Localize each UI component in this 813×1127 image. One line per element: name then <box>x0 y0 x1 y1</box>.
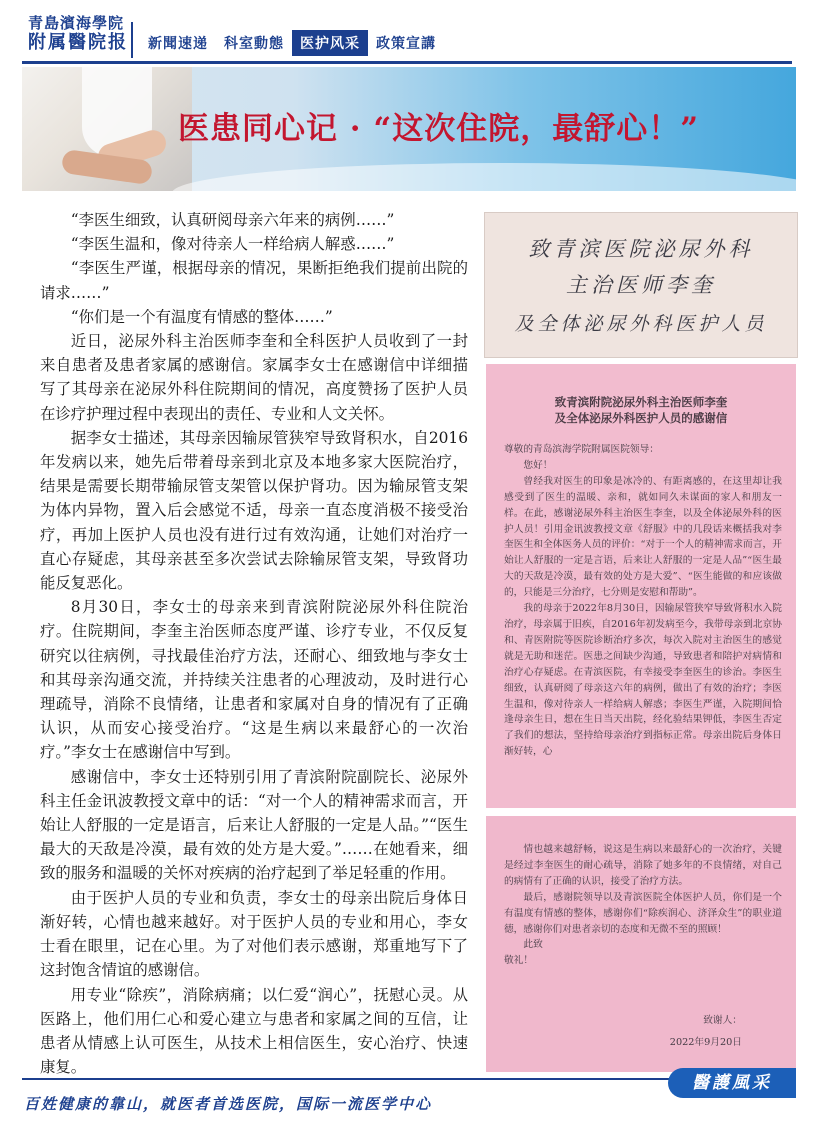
letter-closing: 敬礼！ <box>504 955 534 967</box>
envelope-line: 主治医师李奎 <box>566 273 716 297</box>
letter-closing: 此致 <box>523 939 543 951</box>
article-body <box>40 208 468 1079</box>
article-banner <box>22 67 796 191</box>
article-paragraph: “李医生细致，认真研阅母亲六年来的病例……” <box>70 211 395 229</box>
article-paragraph: 近日，泌尿外科主治医师李奎和全科医护人员收到了一封来自患者及患者家属的感谢信。家属李女士在感谢信中详细描写了其母亲在泌尿外科住院期间的情况，高度赞扬了医护人员在诊疗护理过程中表现出的责任、专业和人文关怀。 <box>40 332 468 423</box>
masthead-divider <box>131 22 133 58</box>
letter-signoff: 致谢人： <box>703 1015 742 1027</box>
tab-medical-staff-style[interactable]: 医护风采 <box>292 30 368 56</box>
thank-you-letter-page-1 <box>486 364 796 808</box>
tab-policy[interactable]: 政策宣講 <box>376 36 436 52</box>
tab-department-updates[interactable]: 科室動態 <box>224 36 284 52</box>
letter-paragraph: 我的母亲于2022年8月30日，因输尿管狭窄导致肾积水入院治疗，母亲属于旧疾，自2016年初发病至今，我带母亲到北京协和、青医附院等医院诊断治疗多次，每次入院对主治医生的感觉就是无助和迷茫。医患之间缺少沟通，导致患者和陪护对病情和治疗心存疑虑。在青滨医院，有幸接受李奎医生的诊治。李医生细致，认真研阅了母亲这六年的病例，做出了有效的治疗；李医生温和，像对待亲人一样给病人解惑；李医生严谨，入院期间恰逢母亲生日，想在生日当天出院，经化验结果钾低，李医生否定了我们的想法，坚持给母亲治疗到指标正常。母亲出院后身体日渐好转，心 <box>504 603 782 758</box>
letter-heading: 致青滨附院泌尿外科主治医师李奎 及全体泌尿外科医护人员的感谢信 <box>554 395 728 425</box>
envelope-line: 及全体泌尿外科医护人员 <box>514 313 768 335</box>
article-paragraph: 8月30日，李女士的母亲来到青滨附院泌尿外科住院治疗。住院期间，李奎主治医师态度严谨、诊疗专业，不仅反复研究以往病例，寻找最佳治疗方法，还耐心、细致地与李女士和其母亲沟通交流，并持续关注患者的心理波动，及时进行心理疏导，消除不良情绪，让患者和家属对自身的情况有了正确认识，从而安心接受治疗。“这是生病以来最舒心的一次治疗。”李女士在感谢信中写到。 <box>40 598 468 762</box>
section-nav <box>140 30 444 56</box>
letter-greeting: 您好！ <box>523 459 553 471</box>
section-tab: 醫護風采 <box>668 1068 796 1098</box>
article-paragraph: 据李女士描述，其母亲因输尿管狭窄导致肾积水，自2016年发病以来，她先后带着母亲到北京及本地多家大医院治疗，结果是需要长期带输尿管支架管以保护肾功。因为输尿管支架为体内异物，置入后会感觉不适，母亲一直态度消极不接受治疗，再加上医护人员也没有进行过有效沟通，让她们对治疗一直心存疑虑，其母亲甚至多次尝试去除输尿管支架，导致肾功能反复恶化。 <box>40 428 468 593</box>
brand-line-1: 青島濱海學院 <box>28 14 125 32</box>
letter-paragraph: 情也越来越舒畅，说这是生病以来最舒心的一次治疗，关键是经过李奎医生的耐心疏导，消除了她多年的不良情绪，对自己的病情有了正确的认识，接受了治疗方法。 <box>504 844 782 887</box>
tab-news[interactable]: 新聞速递 <box>148 36 208 52</box>
envelope-handwriting-photo <box>484 212 798 358</box>
article-paragraph: 感谢信中，李女士还特别引用了青滨附院副院长、泌尿外科主任金讯波教授文章中的话：“对一个人的精神需求而言，开始让人舒服的一定是语言，后来让人舒服的一定是人品。”“医生最大的天敌是冷漠，最有效的处方是大爱。”……在她看来，细致的服务和温暖的关怀对疾病的治疗起到了举足轻重的作用。 <box>40 767 468 883</box>
letter-paragraph: 最后，感谢院领导以及青滨医院全体医护人员，你们是一个有温度有情感的整体，感谢你们“除疾润心、济泽众生”的职业道德，感谢你们对患者亲切的态度和无微不至的照顾！ <box>504 891 782 935</box>
letter-salutation: 尊敬的青岛滨海学院附属医院领导： <box>504 444 659 455</box>
footer-slogan: 百姓健康的靠山，就医者首选医院，国际一流医学中心 <box>24 1095 433 1113</box>
envelope-line: 致青滨医院泌尿外科 <box>528 237 754 261</box>
article-paragraph: “李医生严谨，根据母亲的情况，果断拒绝我们提前出院的请求……” <box>40 259 468 302</box>
article-paragraph: “李医生温和，像对待亲人一样给病人解惑……” <box>70 235 395 254</box>
article-paragraph: 由于医护人员的专业和负责，李女士的母亲出院后身体日渐好转，心情也越来越好。对于医护人员的专业和用心，李女士看在眼里，记在心里。为了对他们表示感谢，郑重地写下了这封饱含情谊的感谢信。 <box>40 888 468 980</box>
brand-line-2: 附属醫院报 <box>28 32 128 53</box>
article-paragraph: “你们是一个有温度有情感的整体……” <box>70 307 333 326</box>
letter-text <box>486 816 796 1051</box>
masthead-logo <box>28 14 128 54</box>
letter-paragraph: 曾经我对医生的印象是冰冷的、有距离感的，在这里却让我感受到了医生的温暖、亲和，就如同久未谋面的家人和朋友一样。在此，感谢泌尿外科主治医生李奎，以及全体泌尿外科的医护人员！引用金讯波教授文章《舒服》中的几段话来概括我对李奎医生和全体医务人员的评价：“对于一个人的精神需求而言，开始让人舒服的一定是言语，后来让人舒服的一定是人品”“医生最大的天敌是冷漠，最有效的处方是大爱”、“医生能做的和应该做的，只能是三分治疗，七分则是安慰和帮助”。 <box>504 475 782 599</box>
header-rule <box>22 61 792 64</box>
article-paragraph: 用专业“除疾”，消除病痛；以仁爱“润心”，抚慰心灵。从医路上，他们用仁心和爱心建立与患者和家属之间的互信，让患者从情感上认可医生，从技术上相信医生，安心治疗、快速康复。 <box>40 985 468 1077</box>
doctor-holding-hands-photo <box>22 67 192 191</box>
article-title: 医患同心记 · “这次住院，最舒心！” <box>178 111 700 147</box>
letter-date: 2022年9月20日 <box>669 1037 742 1049</box>
letter-text <box>486 442 796 760</box>
thank-you-letter-page-2 <box>486 816 796 1072</box>
